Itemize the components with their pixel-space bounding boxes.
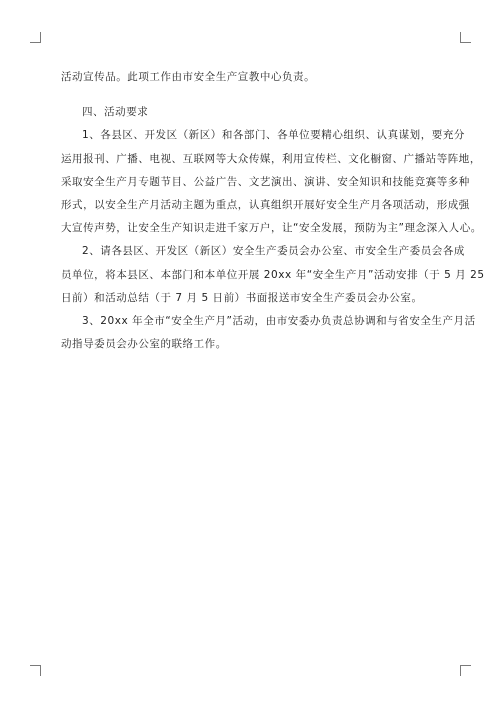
text-line: 员单位，将本县区、本部门和本单位开展 20xx 年“安全生产月”活动安排（于 5 月 25 bbox=[61, 268, 485, 281]
text-line: 动指导委员会办公室的联络工作。 bbox=[61, 338, 227, 351]
text-line: 运用报刊、广播、电视、互联网等大众传媒，利用宣传栏、文化橱窗、广播站等阵地， bbox=[61, 152, 481, 165]
section-heading: 四、活动要求 bbox=[82, 106, 149, 119]
text-line: 采取安全生产月专题节目、公益广告、文艺演出、演讲、安全知识和技能竞赛等多种 bbox=[61, 175, 470, 188]
text-line: 形式，以安全生产月活动主题为重点，认真组织开展好安全生产月各项活动，形成强 bbox=[61, 198, 470, 211]
text-line: 日前）和活动总结（于 7 月 5 日前）书面报送市安全生产委员会办公室。 bbox=[61, 291, 423, 304]
crop-mark-top-left bbox=[30, 32, 41, 43]
crop-mark-bottom-left bbox=[30, 665, 41, 676]
document-body bbox=[61, 66, 485, 356]
spacer bbox=[61, 89, 441, 101]
text-line: 2、请各县区、开发区（新区）安全生产委员会办公室、市安全生产委员会各成 bbox=[82, 245, 465, 258]
crop-mark-top-right bbox=[460, 32, 471, 43]
text-line: 活动宣传品。此项工作由市安全生产宣教中心负责。 bbox=[61, 71, 316, 83]
text-line: 3、20xx 年全市“安全生产月”活动，由市安委办负责总协调和与省安全生产月活 bbox=[82, 314, 476, 327]
text-line: 1、各县区、开发区（新区）和各部门、各单位要精心组织、认真谋划，要充分 bbox=[82, 129, 465, 142]
text-line: 大宣传声势，让安全生产知识走进千家万户，让“安全发展，预防为主”理念深入人心。 bbox=[61, 222, 482, 235]
crop-mark-bottom-right bbox=[460, 665, 471, 676]
